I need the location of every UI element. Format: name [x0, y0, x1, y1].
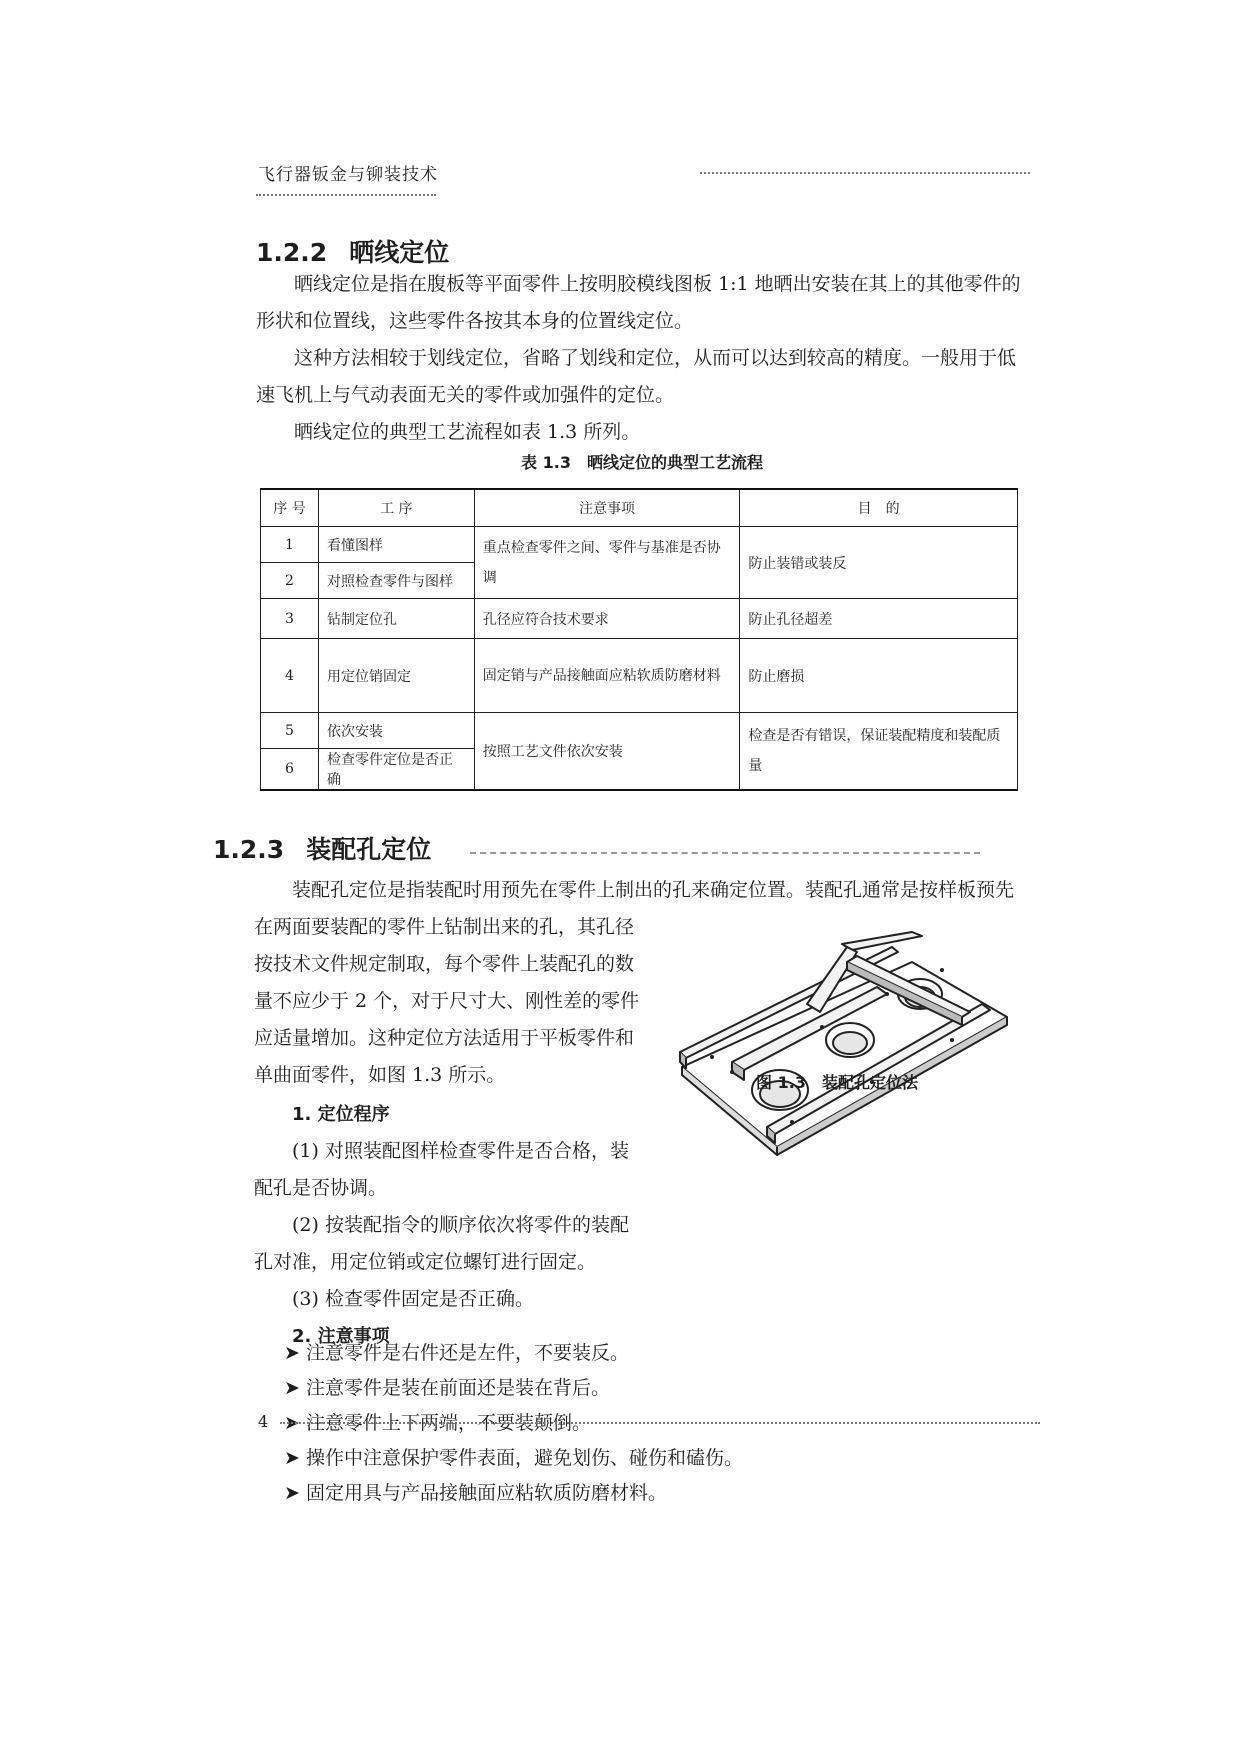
- row-purpose: 防止孔径超差: [740, 599, 1018, 639]
- arrow-bullet-icon: ➤: [284, 1482, 300, 1504]
- assembly-hole-figure: [672, 922, 1022, 1162]
- row-step: 钻制定位孔: [318, 599, 474, 639]
- notes-heading: 2. 注意事项: [292, 1326, 390, 1347]
- row-step: 检查零件定位是否正确: [318, 749, 474, 791]
- paragraph: 晒线定位的典型工艺流程如表 1.3 所列。: [294, 421, 641, 443]
- header-no: 序 号: [261, 489, 319, 527]
- header-divider-left: [256, 194, 436, 196]
- paragraph: 晒线定位是指在腹板等平面零件上按明胶模线图板 1:1 地晒出安装在其上的其他零件的形状和位置线，这些零件各按其本身的位置线定位。: [256, 273, 1021, 332]
- table-header-row: [261, 489, 1018, 527]
- header-divider-right: [700, 172, 1030, 174]
- table-row: [261, 599, 1018, 639]
- section-title: 装配孔定位: [306, 835, 432, 864]
- process-table: [260, 488, 1018, 791]
- row-no: 4: [261, 639, 319, 713]
- row-step: 依次安装: [318, 713, 474, 749]
- paragraph: 装配孔定位是指装配时用预先在零件上制出的孔来确定位置。装配孔通常是按样板预先: [292, 879, 1015, 901]
- row-no: 3: [261, 599, 319, 639]
- row-notes: 按照工艺文件依次安装: [474, 713, 740, 791]
- paragraph: 在两面要装配的零件上钻制出来的孔，其孔径按技术文件规定制取，每个零件上装配孔的数量不应少于 2 个，对于尺寸大、刚性差的零件应适量增加。这种定位方法适用于平板零件和单曲面零件，如图 1.3 所示。: [254, 916, 640, 1086]
- running-header-title: 飞行器钣金与铆装技术: [258, 165, 438, 185]
- procedure-step: (3) 检查零件固定是否正确。: [292, 1288, 534, 1310]
- section-number: 1.2.3: [213, 835, 285, 864]
- procedure-step: (1) 对照装配图样检查零件是否合格，装配孔是否协调。: [254, 1140, 629, 1199]
- row-step: 用定位销固定: [318, 639, 474, 713]
- table-row: [261, 713, 1018, 749]
- header-purpose: 目 的: [740, 489, 1018, 527]
- row-purpose: 防止装错或装反: [740, 527, 1018, 599]
- arrow-bullet-icon: ➤: [284, 1447, 300, 1469]
- row-step: 看懂图样: [318, 527, 474, 563]
- section-title: 晒线定位: [349, 238, 450, 267]
- section-1-2-3-body: [254, 909, 644, 1355]
- row-step: 对照检查零件与图样: [318, 563, 474, 599]
- list-item: ➤ 注意零件上下两端，不要装颠倒。: [284, 1406, 1044, 1441]
- list-item: ➤ 注意零件是右件还是左件，不要装反。: [284, 1336, 1044, 1371]
- section-1-2-2-body: [256, 266, 1028, 451]
- row-notes: 重点检查零件之间、零件与基准是否协调: [474, 527, 740, 599]
- procedure-step: (2) 按装配指令的顺序依次将零件的装配孔对准，用定位销或定位螺钉进行固定。: [254, 1214, 629, 1273]
- row-notes: 孔径应符合技术要求: [474, 599, 740, 639]
- table-row: [261, 527, 1018, 563]
- list-item: ➤ 操作中注意保护零件表面，避免划伤、碰伤和磕伤。: [284, 1441, 1044, 1476]
- footer-divider: [280, 1422, 1040, 1424]
- list-item: ➤ 注意零件是装在前面还是装在背后。: [284, 1371, 1044, 1406]
- paragraph: 这种方法相较于划线定位，省略了划线和定位，从而可以达到较高的精度。一般用于低速飞机上与气动表面无关的零件或加强件的定位。: [256, 347, 1017, 406]
- row-purpose: 检查是否有错误，保证装配精度和装配质量: [740, 713, 1018, 791]
- section-heading-1-2-3: [213, 830, 431, 866]
- arrow-bullet-icon: ➤: [284, 1412, 300, 1434]
- row-notes: 固定销与产品接触面应粘软质防磨材料: [474, 639, 740, 713]
- row-purpose: 防止磨损: [740, 639, 1018, 713]
- section-1-2-3-intro-line: [254, 872, 1040, 909]
- arrow-bullet-icon: ➤: [284, 1377, 300, 1399]
- list-item: ➤ 固定用具与产品接触面应粘软质防磨材料。: [284, 1476, 1044, 1511]
- table-caption: 表 1.3 晒线定位的典型工艺流程: [521, 453, 763, 472]
- row-no: 5: [261, 713, 319, 749]
- figure-caption: 图 1.3 装配孔定位法: [756, 1073, 918, 1092]
- table-row: [261, 639, 1018, 713]
- row-no: 1: [261, 527, 319, 563]
- section-number: 1.2.2: [256, 238, 328, 267]
- arrow-bullet-icon: ➤: [284, 1342, 300, 1364]
- procedure-heading: 1. 定位程序: [292, 1104, 390, 1125]
- page-number: 4: [258, 1412, 269, 1431]
- header-notes: 注意事项: [474, 489, 740, 527]
- section-heading-1-2-2: [256, 233, 449, 269]
- row-no: 2: [261, 563, 319, 599]
- header-step: 工 序: [318, 489, 474, 527]
- heading-rule: [470, 852, 980, 854]
- row-no: 6: [261, 749, 319, 791]
